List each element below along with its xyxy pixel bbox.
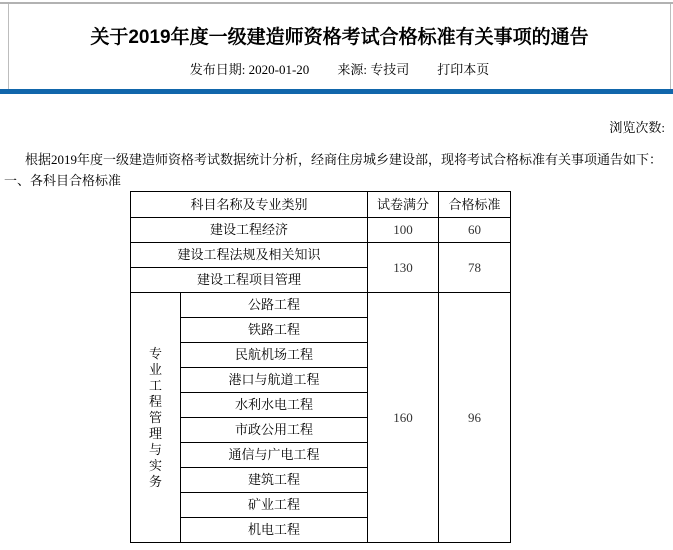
specialty-cell: 铁路工程 bbox=[181, 318, 368, 343]
publish-date-value: 2020-01-20 bbox=[248, 62, 310, 77]
source-label: 来源: bbox=[337, 62, 371, 77]
col-header-full-score: 试卷满分 bbox=[368, 192, 439, 218]
view-count-label: 浏览次数: bbox=[609, 120, 665, 135]
source-value: 专技司 bbox=[370, 62, 410, 77]
section-heading: 一、各科目合格标准 bbox=[4, 173, 122, 188]
specialty-cell: 矿业工程 bbox=[181, 493, 368, 518]
publish-date-label: 发布日期: bbox=[189, 62, 249, 77]
publish-date bbox=[190, 62, 310, 78]
col-header-subject: 科目名称及专业类别 bbox=[131, 192, 368, 218]
specialty-cell: 通信与广电工程 bbox=[181, 443, 368, 468]
pass-score-cell: 60 bbox=[439, 218, 511, 243]
pass-score-cell: 96 bbox=[439, 293, 511, 543]
table-row bbox=[131, 243, 511, 268]
full-score-cell: 160 bbox=[368, 293, 439, 543]
notice-meta bbox=[9, 62, 670, 78]
full-score-cell: 100 bbox=[368, 218, 439, 243]
subject-cell: 建设工程经济 bbox=[131, 218, 368, 243]
col-header-pass-score: 合格标准 bbox=[439, 192, 511, 218]
intro-paragraph: 根据2019年度一级建造师资格考试数据统计分析，经商住房城乡建设部，现将考试合格标准有关事项通告如下： bbox=[25, 152, 663, 167]
subject-cell: 建设工程法规及相关知识 bbox=[131, 243, 368, 268]
source bbox=[337, 62, 409, 78]
specialty-cell: 机电工程 bbox=[181, 518, 368, 543]
specialty-cell: 民航机场工程 bbox=[181, 343, 368, 368]
table-row bbox=[131, 218, 511, 243]
table-header-row bbox=[131, 192, 511, 218]
specialty-cell: 公路工程 bbox=[181, 293, 368, 318]
page-title: 关于2019年度一级建造师资格考试合格标准有关事项的通告 bbox=[90, 27, 589, 48]
pass-standards-table bbox=[130, 191, 511, 543]
print-page-link[interactable]: 打印本页 bbox=[437, 62, 490, 77]
pass-score-cell: 78 bbox=[439, 243, 511, 293]
specialty-cell: 水利水电工程 bbox=[181, 393, 368, 418]
specialty-cell: 市政公用工程 bbox=[181, 418, 368, 443]
practice-group-label: 专业工程管理与实务 bbox=[148, 345, 162, 489]
specialty-cell: 港口与航道工程 bbox=[181, 368, 368, 393]
table-row bbox=[131, 293, 511, 318]
practice-group-cell bbox=[131, 293, 181, 543]
full-score-cell: 130 bbox=[368, 243, 439, 293]
notice-header bbox=[8, 4, 671, 89]
blue-divider-bar bbox=[0, 89, 673, 94]
subject-cell: 建设工程项目管理 bbox=[131, 268, 368, 293]
specialty-cell: 建筑工程 bbox=[181, 468, 368, 493]
notice-body bbox=[0, 149, 673, 543]
